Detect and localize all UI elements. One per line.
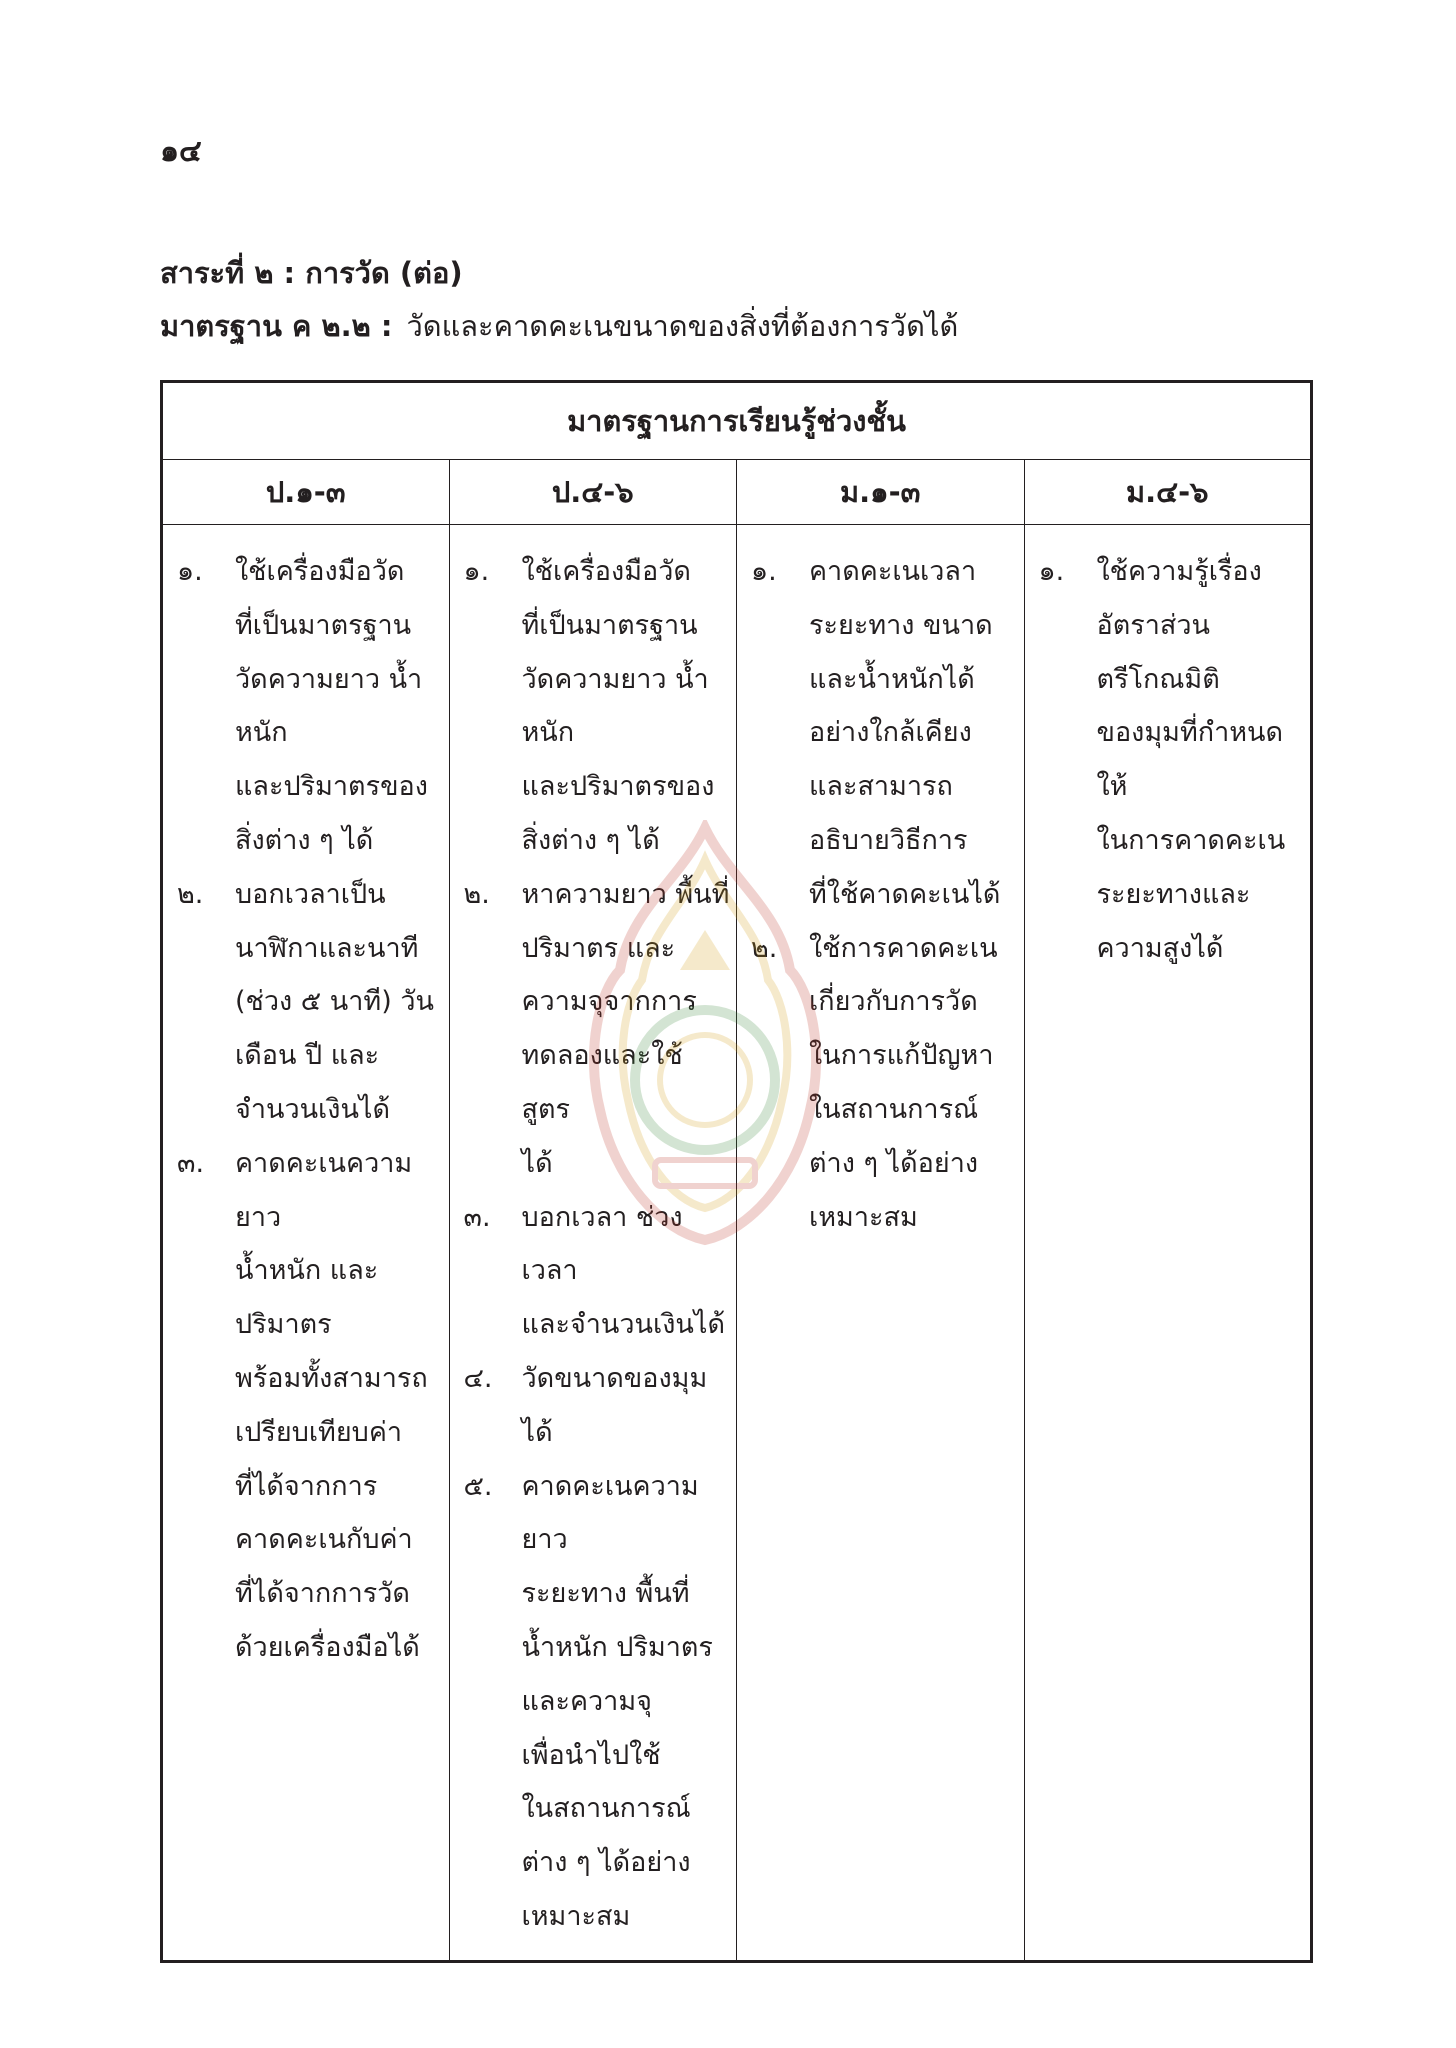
item-number: ๑. <box>751 556 777 587</box>
table-row <box>162 525 1312 1962</box>
indicator-list <box>163 525 449 1691</box>
item-text: ใช้ความรู้เรื่อง อัตราส่วนตรีโกณมิติ ของมุมที่กำหนดให้ ในการคาดคะเน ระยะทางและ ความสูงได้ <box>1096 556 1286 964</box>
item-number: ๑. <box>463 556 490 587</box>
item-number: ๔. <box>463 1362 493 1394</box>
item-text: บอกเวลา ช่วงเวลา และจำนวนเงินได้ <box>521 1201 725 1341</box>
item-number: ๒. <box>751 932 778 964</box>
item-number: ๓. <box>177 1147 205 1179</box>
column-header-m1-3: ม.๑-๓ <box>737 460 1025 525</box>
standard-text: วัดและคาดคะเนขนาดของสิ่งที่ต้องการวัดได้ <box>406 309 959 343</box>
column-header-p4-6: ป.๔-๖ <box>449 460 737 525</box>
learning-standards-table <box>160 380 1313 1963</box>
item-number: ๑. <box>1038 556 1065 587</box>
column-cell-m1-3 <box>737 525 1025 1962</box>
item-number: ๓. <box>463 1201 491 1233</box>
indicator-list <box>1025 525 1311 991</box>
column-cell-p1-3 <box>162 525 450 1962</box>
item-number: ๑. <box>177 556 203 587</box>
item-number: ๒. <box>177 878 204 910</box>
table-title: มาตรฐานการเรียนรู้ช่วงชั้น <box>162 382 1312 460</box>
item-text: ใช้การคาดคะเน เกี่ยวกับการวัด ในการแก้ปัญหา ในสถานการณ์ ต่าง ๆ ได้อย่าง เหมาะสม <box>809 932 998 1233</box>
list-item <box>751 545 1018 922</box>
item-number: ๕. <box>463 1470 493 1502</box>
standard-line <box>160 303 958 349</box>
item-number: ๒. <box>463 878 490 910</box>
list-item <box>177 545 443 868</box>
item-text: หาความยาว พื้นที่ ปริมาตร และ ความจุจากการ ทดลองและใช้สูตร ได้ <box>521 878 730 1179</box>
indicator-list <box>450 525 737 1960</box>
list-item <box>464 545 731 868</box>
item-text: ใช้เครื่องมือวัด ที่เป็นมาตรฐาน วัดความยาว น้ำหนัก และปริมาตรของ สิ่งต่าง ๆ ได้ <box>235 556 428 856</box>
column-header-p1-3: ป.๑-๓ <box>162 460 450 525</box>
column-header-row <box>162 460 1312 525</box>
item-text: บอกเวลาเป็น นาฬิกาและนาที (ช่วง ๕ นาที) วัน เดือน ปี และ จำนวนเงินได้ <box>235 878 434 1125</box>
list-item <box>1039 545 1305 975</box>
list-item <box>464 1352 731 1460</box>
column-cell-m4-6 <box>1024 525 1312 1962</box>
item-text: คาดคะเนเวลา ระยะทาง ขนาด และน้ำหนักได้ อย่างใกล้เคียง และสามารถ อธิบายวิธีการ ที่ใช้คาดคะเนได้ <box>809 556 1001 910</box>
item-text: คาดคะเนความยาว ระยะทาง พื้นที่ น้ำหนัก ปริมาตร และความจุ เพื่อนำไปใช้ ในสถานการณ์ ต่าง ๆ ได้อย่าง เหมาะสม <box>521 1470 713 1932</box>
column-cell-p4-6 <box>449 525 737 1962</box>
list-item <box>177 868 443 1137</box>
item-text: คาดคะเนความยาว น้ำหนัก และปริมาตร พร้อมทั้งสามารถ เปรียบเทียบค่า ที่ได้จากการ คาดคะเนกับค่า ที่ได้จากการวัด ด้วยเครื่องมือได้ <box>235 1147 428 1663</box>
item-text: วัดขนาดของมุมได้ <box>521 1362 708 1448</box>
column-header-m4-6: ม.๔-๖ <box>1024 460 1312 525</box>
standard-code: มาตรฐาน ค ๒.๒ : <box>160 309 393 343</box>
item-text: ใช้เครื่องมือวัด ที่เป็นมาตรฐาน วัดความยาว น้ำหนัก และปริมาตรของ สิ่งต่าง ๆ ได้ <box>521 556 715 856</box>
page-number: ๑๔ <box>160 134 202 169</box>
list-item <box>464 1191 731 1352</box>
strand-title: สาระที่ ๒ : การวัด (ต่อ) <box>160 256 463 290</box>
indicator-list <box>737 525 1024 1260</box>
list-item <box>751 922 1018 1245</box>
list-item <box>177 1137 443 1675</box>
list-item <box>464 1460 731 1944</box>
list-item <box>464 868 731 1191</box>
